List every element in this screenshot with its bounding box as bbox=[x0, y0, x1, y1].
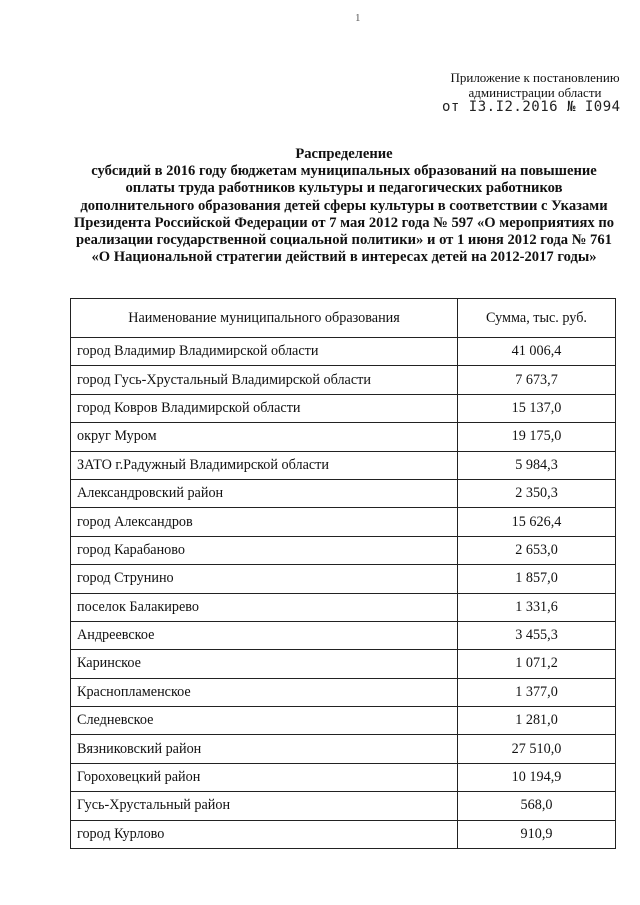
subsidy-sum: 1 377,0 bbox=[458, 678, 616, 706]
table-row bbox=[71, 479, 616, 507]
subsidy-sum: 41 006,4 bbox=[458, 338, 616, 366]
subsidy-sum: 1 281,0 bbox=[458, 707, 616, 735]
subsidy-sum: 1 857,0 bbox=[458, 565, 616, 593]
municipality-name: город Владимир Владимирской области bbox=[71, 338, 458, 366]
table-row bbox=[71, 735, 616, 763]
table-row bbox=[71, 451, 616, 479]
municipality-name: город Карабаново bbox=[71, 536, 458, 564]
municipality-name: город Курлово bbox=[71, 820, 458, 848]
table-row bbox=[71, 707, 616, 735]
page-number: 1 bbox=[355, 12, 361, 24]
appendix-block bbox=[440, 70, 630, 115]
subsidy-sum: 2 350,3 bbox=[458, 479, 616, 507]
table-row bbox=[71, 536, 616, 564]
municipality-name: город Струнино bbox=[71, 565, 458, 593]
subsidy-sum: 7 673,7 bbox=[458, 366, 616, 394]
header-municipality: Наименование муниципального образования bbox=[71, 299, 458, 338]
municipality-name: Александровский район bbox=[71, 479, 458, 507]
municipality-name: Краснопламенское bbox=[71, 678, 458, 706]
subsidy-sum: 1 331,6 bbox=[458, 593, 616, 621]
municipality-name: округ Муром bbox=[71, 423, 458, 451]
table-row bbox=[71, 423, 616, 451]
subsidy-sum: 15 137,0 bbox=[458, 394, 616, 422]
municipality-name: Гусь-Хрустальный район bbox=[71, 792, 458, 820]
subsidy-sum: 10 194,9 bbox=[458, 763, 616, 791]
appendix-line-2: администрации области bbox=[468, 85, 602, 100]
municipality-name: Гороховецкий район bbox=[71, 763, 458, 791]
table-row bbox=[71, 366, 616, 394]
municipality-name: поселок Балакирево bbox=[71, 593, 458, 621]
subsidy-sum: 27 510,0 bbox=[458, 735, 616, 763]
title-heading: Распределение bbox=[295, 146, 393, 162]
table-header-row bbox=[71, 299, 616, 338]
appendix-line-1: Приложение к постановлению bbox=[450, 70, 620, 85]
table-row bbox=[71, 650, 616, 678]
municipality-name: ЗАТО г.Радужный Владимирской области bbox=[71, 451, 458, 479]
table-row bbox=[71, 565, 616, 593]
table-row bbox=[71, 792, 616, 820]
document-title bbox=[70, 146, 618, 266]
subsidies-table bbox=[70, 298, 616, 849]
table-row bbox=[71, 763, 616, 791]
table-row bbox=[71, 820, 616, 848]
table-row bbox=[71, 621, 616, 649]
municipality-name: Следневское bbox=[71, 707, 458, 735]
table-row bbox=[71, 338, 616, 366]
municipality-name: Каринское bbox=[71, 650, 458, 678]
subsidy-sum: 15 626,4 bbox=[458, 508, 616, 536]
header-sum: Сумма, тыс. руб. bbox=[458, 299, 616, 338]
subsidy-sum: 5 984,3 bbox=[458, 451, 616, 479]
subsidy-sum: 1 071,2 bbox=[458, 650, 616, 678]
table-row bbox=[71, 394, 616, 422]
table-body bbox=[71, 338, 616, 849]
table-row bbox=[71, 678, 616, 706]
municipality-name: город Александров bbox=[71, 508, 458, 536]
municipality-name: Вязниковский район bbox=[71, 735, 458, 763]
municipality-name: Андреевское bbox=[71, 621, 458, 649]
table-row bbox=[71, 593, 616, 621]
subsidy-sum: 910,9 bbox=[458, 820, 616, 848]
subsidy-sum: 568,0 bbox=[458, 792, 616, 820]
municipality-name: город Ковров Владимирской области bbox=[71, 394, 458, 422]
table-row bbox=[71, 508, 616, 536]
municipality-name: город Гусь-Хрустальный Владимирской области bbox=[71, 366, 458, 394]
subsidy-sum: 3 455,3 bbox=[458, 621, 616, 649]
subsidy-sum: 19 175,0 bbox=[458, 423, 616, 451]
resolution-date-number: от I3.I2.2016 № I094 bbox=[442, 99, 621, 115]
title-body: субсидий в 2016 году бюджетам муниципальных образований на повышение оплаты труда работников культуры и педагогических работников дополнительного образования детей сферы культуры в соответствии с Указами Президента Российской Федерации от 7 мая 2012 года № 597 «О мероприятиях по реализации государственной социальной политики» и от 1 июня 2012 года № 761 «О Национальной стратегии действий в интересах детей на 2012-2017 годы» bbox=[73, 163, 615, 266]
subsidy-sum: 2 653,0 bbox=[458, 536, 616, 564]
